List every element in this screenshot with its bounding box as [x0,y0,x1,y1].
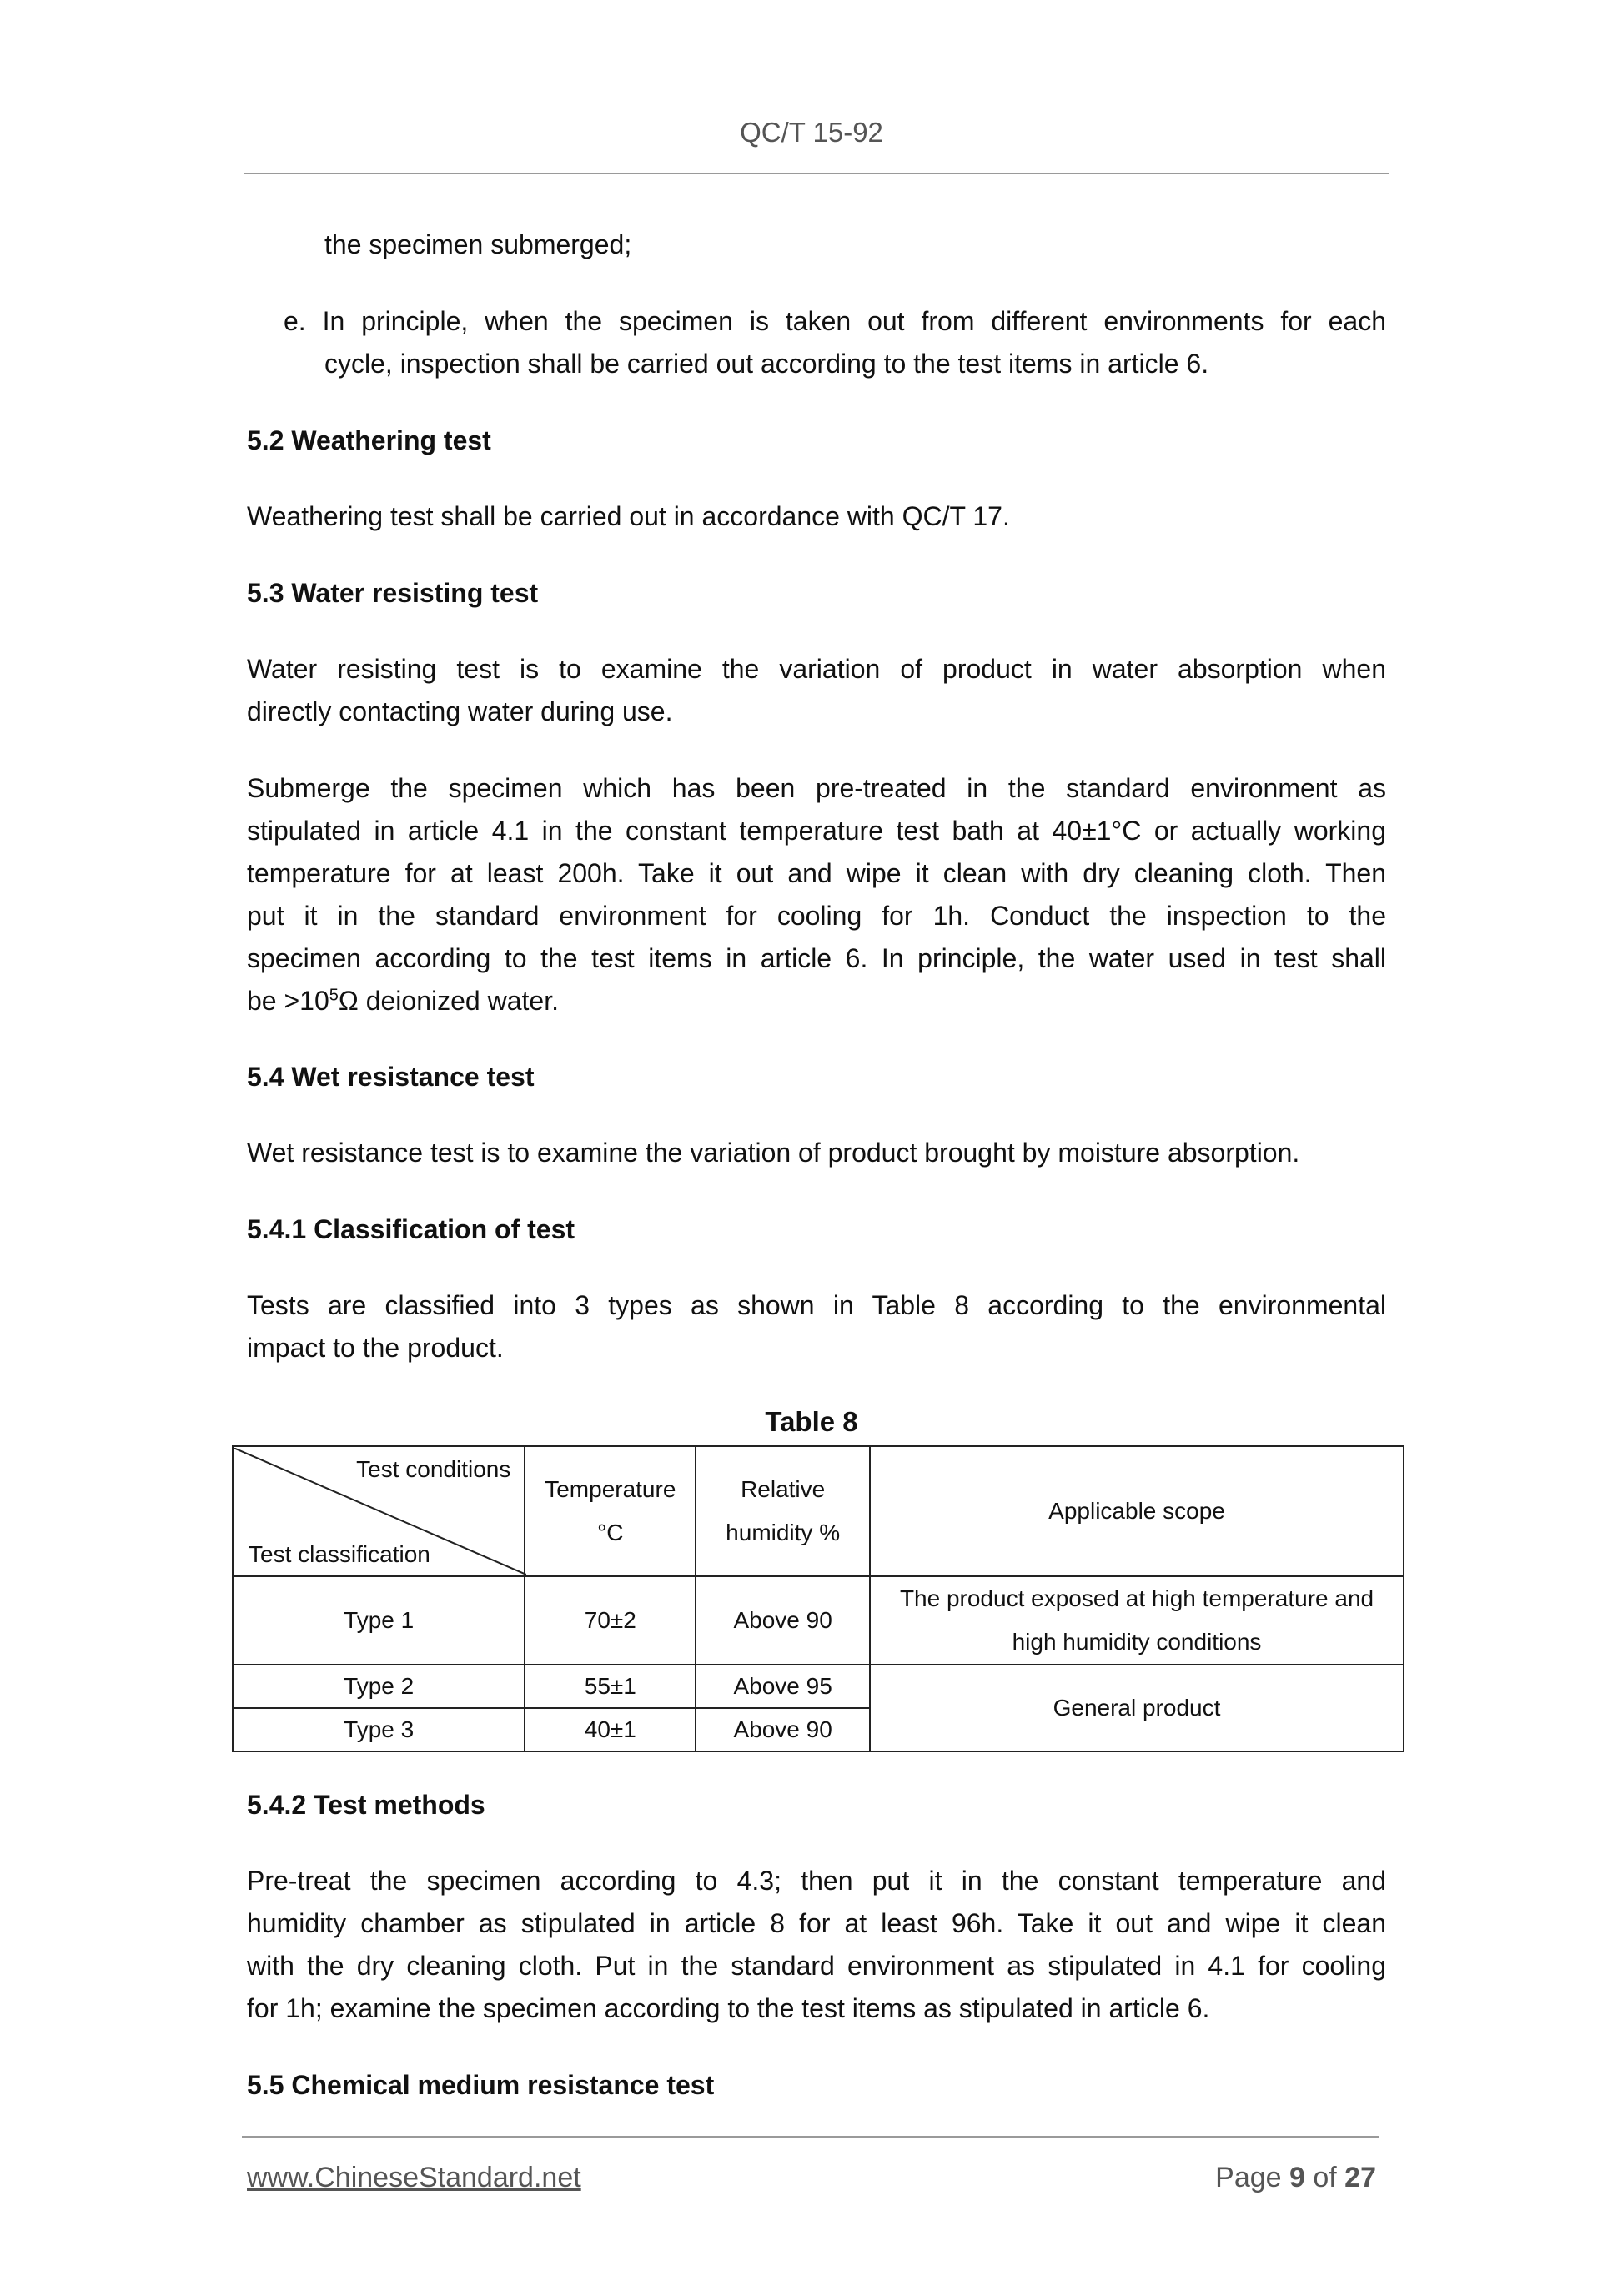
cell-scope-line-1: The product exposed at high temperature and [899,1585,1374,1611]
continuation-line: the specimen submerged; [324,229,632,259]
section-5-3-p2-line-5: specimen according to the test items in article 6. In principle, the water used in test shall [247,943,1386,973]
section-5-5-title: 5.5 Chemical medium resistance test [247,2070,715,2100]
cell-humidity: Above 90 [696,1576,870,1665]
cell-scope: General product [870,1665,1404,1751]
cell-type: Type 3 [233,1708,525,1751]
cell-type: Type 1 [233,1576,525,1665]
header-humidity-label-2: humidity % [726,1520,841,1545]
header-temperature-label: Temperature [545,1476,676,1502]
diagonal-header-cell [233,1446,525,1576]
section-5-3-p1-line-1: Water resisting test is to examine the variation of product in water absorption when [247,654,1386,684]
section-5-4-2-line-4: for 1h; examine the specimen according to the test items as stipulated in article 6. [247,1993,1210,2023]
section-5-4-1-title: 5.4.1 Classification of test [247,1214,575,1244]
superscript: 5 [329,986,339,1005]
footer-divider [242,2136,1379,2138]
section-5-2-body: Weathering test shall be carried out in accordance with QC/T 17. [247,501,1010,531]
section-5-4-2-line-3: with the dry cleaning cloth. Put in the standard environment as stipulated in 4.1 for cooling [247,1951,1386,1981]
header-test-conditions: Test conditions [356,1456,511,1482]
section-5-3-p2-line-4: put it in the standard environment for cooling for 1h. Conduct the inspection to the [247,901,1386,931]
section-5-4-title: 5.4 Wet resistance test [247,1062,535,1092]
section-5-4-2-line-2: humidity chamber as stipulated in article 8 for at least 96h. Take it out and wipe it clean [247,1908,1386,1938]
header-applicable-scope: Applicable scope [870,1446,1404,1576]
section-5-2-title: 5.2 Weathering test [247,425,491,455]
header-test-classification: Test classification [249,1541,430,1567]
section-5-3-p2-line-6 [247,980,1386,1022]
table-8-caption: Table 8 [765,1406,858,1437]
section-5-4-1-line-2: impact to the product. [247,1333,504,1363]
table-8 [232,1445,1404,1752]
section-5-3-p2-line-1: Submerge the specimen which has been pre-treated in the standard environment as [247,773,1386,803]
cell-scope [870,1576,1404,1665]
table-row [233,1576,1404,1665]
text-post: Ω deionized water. [338,986,559,1016]
section-5-3-p2-line-3: temperature for at least 200h. Take it out and wipe it clean with dry cleaning cloth. Then [247,858,1386,888]
cell-temp: 40±1 [525,1708,696,1751]
section-5-3-p1-line-2: directly contacting water during use. [247,696,673,726]
website-link[interactable]: www.ChineseStandard.net [247,2162,581,2193]
header-temperature [525,1446,696,1576]
page-total: 27 [1344,2162,1376,2193]
cell-type: Type 2 [233,1665,525,1708]
item-e-line-1: e. In principle, when the specimen is taken out from different environments for each [284,306,1386,336]
text-pre: be >10 [247,986,329,1016]
section-5-3-p2-line-2: stipulated in article 4.1 in the constant temperature test bath at 40±1°C or actually working [247,816,1386,846]
cell-scope-line-2: high humidity conditions [1012,1629,1262,1655]
section-5-4-2-line-1: Pre-treat the specimen according to 4.3; then put it in the constant temperature and [247,1866,1386,1896]
page-prefix: Page [1215,2162,1289,2193]
section-5-4-body: Wet resistance test is to examine the variation of product brought by moisture absorption. [247,1138,1300,1168]
cell-humidity: Above 95 [696,1665,870,1708]
section-5-4-1-line-1: Tests are classified into 3 types as shown in Table 8 according to the environmental [247,1290,1386,1320]
section-5-3-title: 5.3 Water resisting test [247,578,539,608]
cell-humidity: Above 90 [696,1708,870,1751]
page-number: 9 [1289,2162,1305,2193]
cell-temp: 55±1 [525,1665,696,1708]
item-e-line-2: cycle, inspection shall be carried out according to the test items in article 6. [324,349,1209,379]
cell-temp: 70±2 [525,1576,696,1665]
page-indicator [1215,2162,1376,2194]
section-5-4-2-title: 5.4.2 Test methods [247,1790,485,1820]
header-temperature-unit: °C [597,1520,624,1545]
table-row [233,1665,1404,1708]
page-of: of [1304,2162,1345,2193]
header-humidity-label-1: Relative [741,1476,826,1502]
document-code-header: QC/T 15-92 [740,117,883,148]
header-humidity [696,1446,870,1576]
header-divider [244,173,1389,174]
table-header-row [233,1446,1404,1576]
